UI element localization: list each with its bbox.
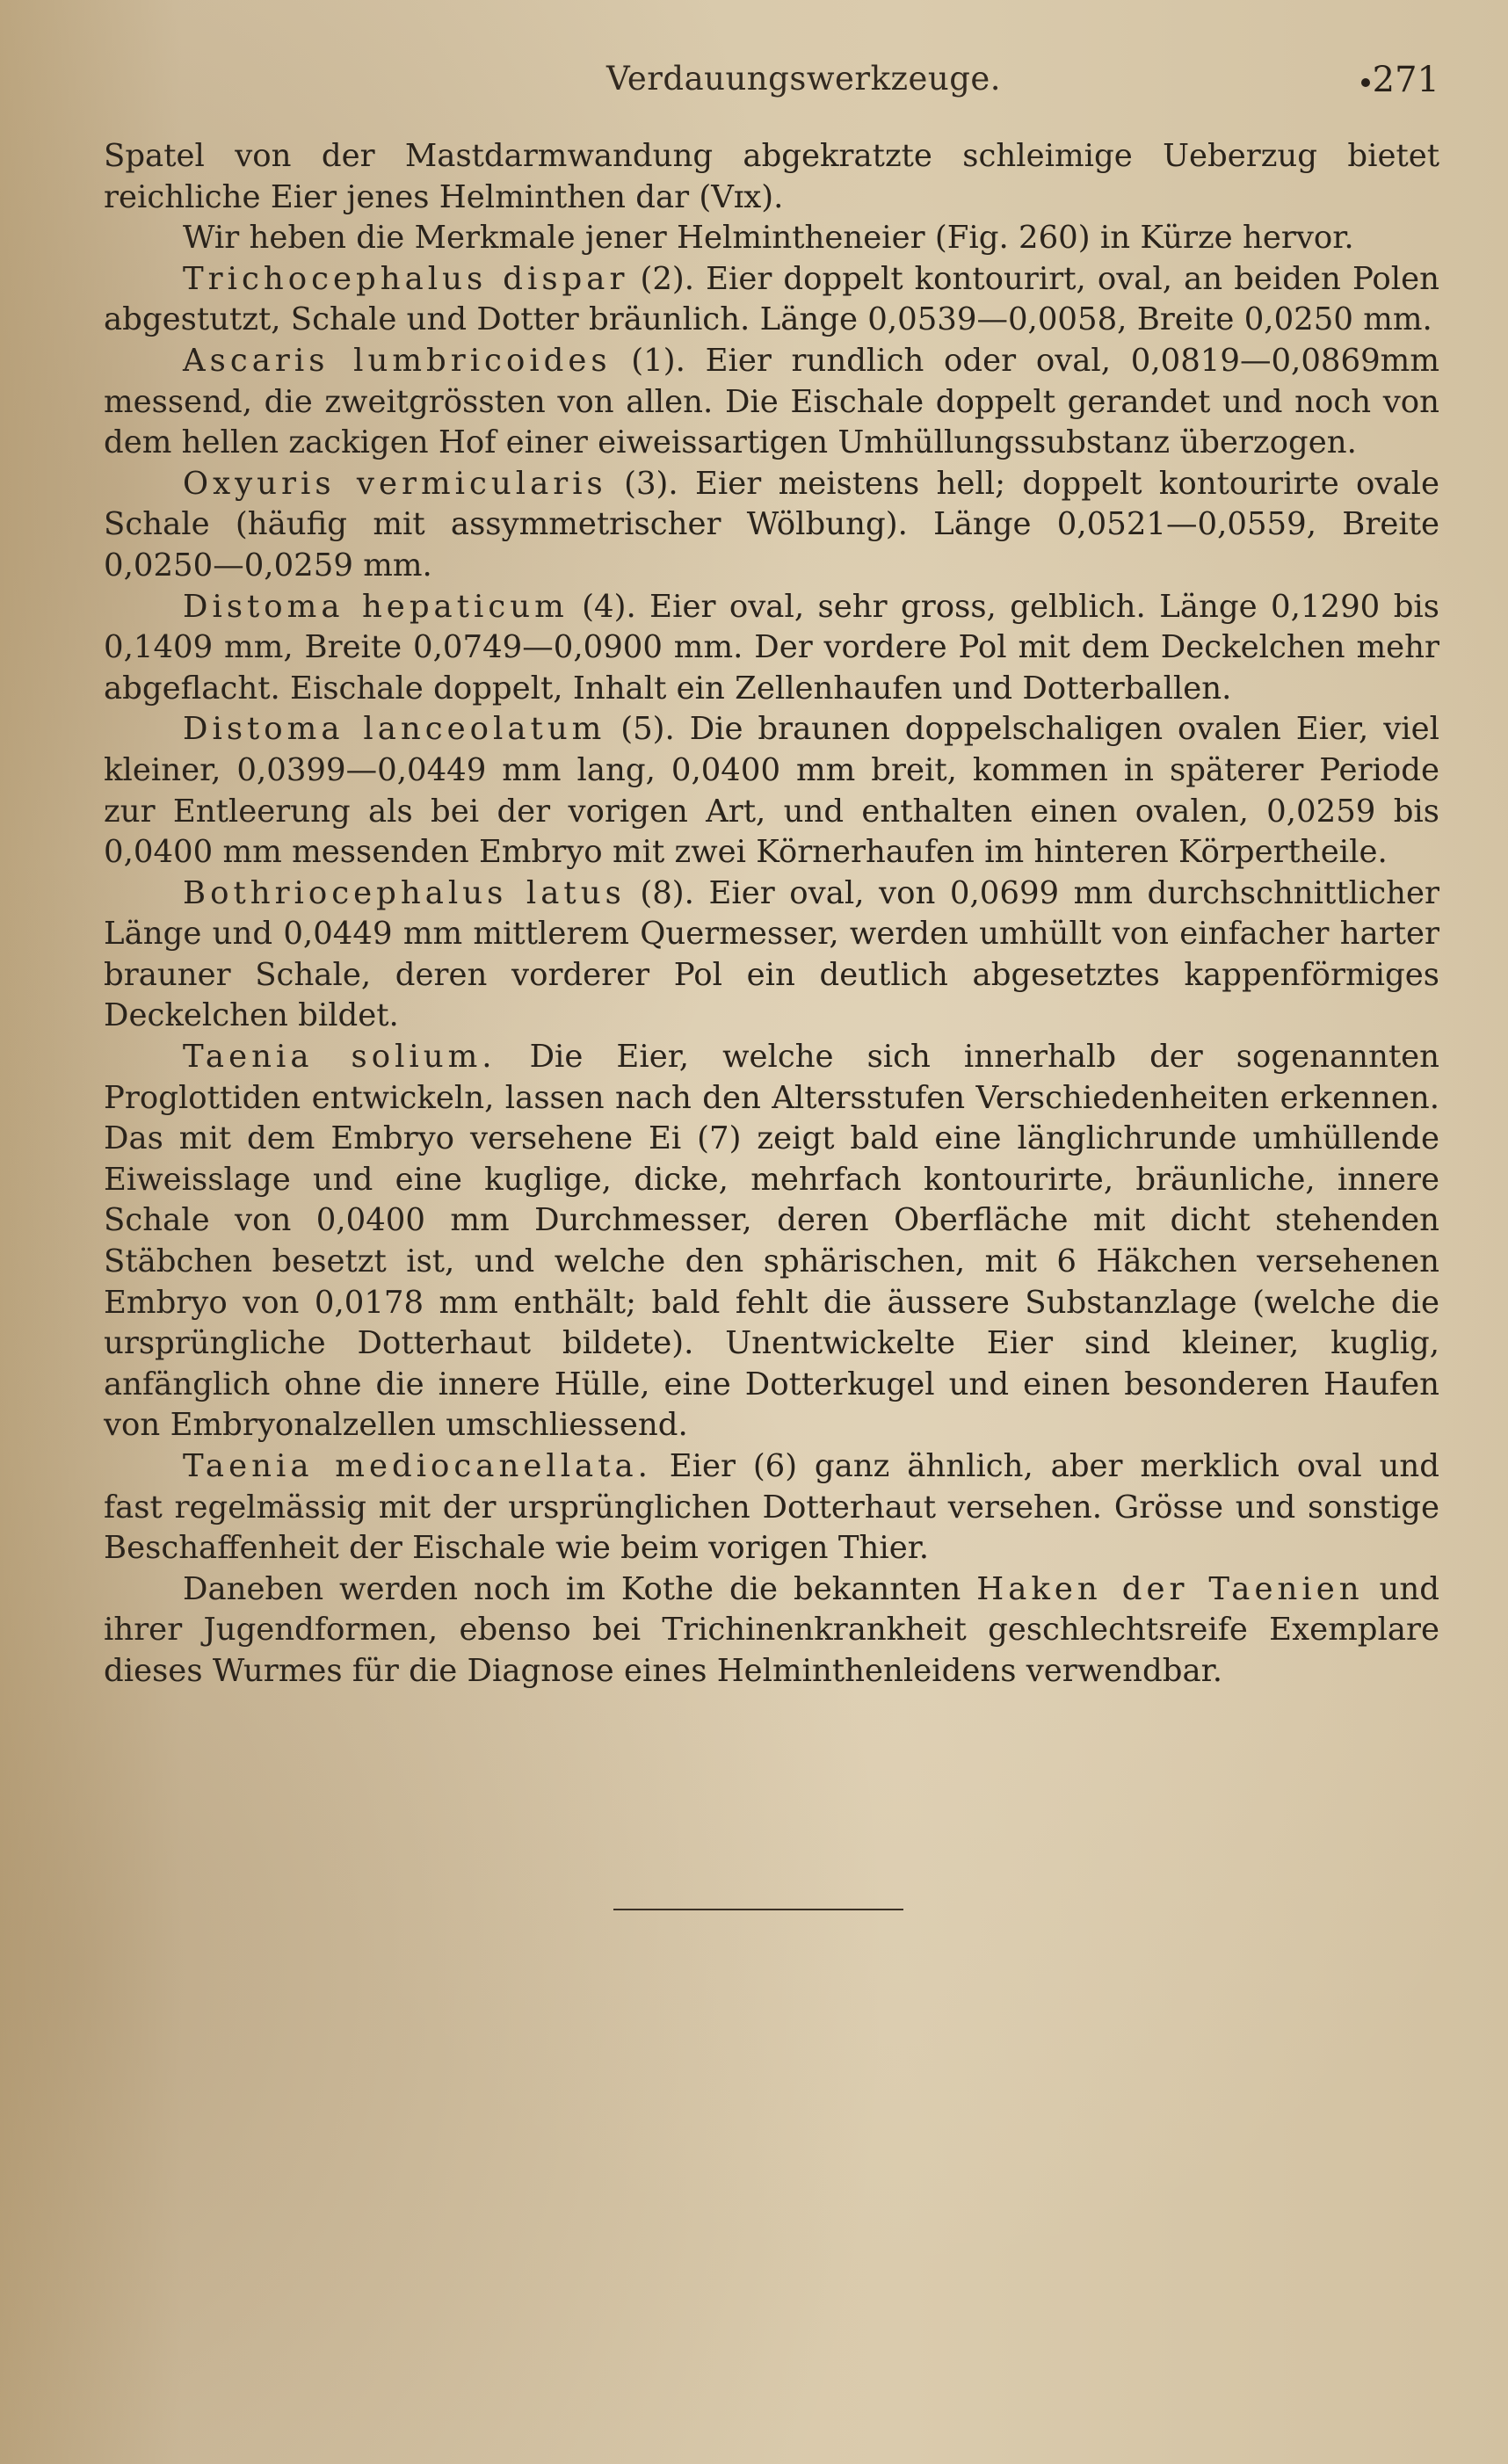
species-name: Ascaris lumbricoides [183,342,612,379]
species-name: Bothriocephalus latus [183,874,626,911]
body-text [104,136,1439,1692]
paragraph [104,709,1439,873]
species-name: Oxyuris vermicularis [183,465,607,502]
paragraph [104,587,1439,710]
paragraph [104,136,1439,218]
species-name: Taenia solium. [183,1039,497,1076]
species-name: Taenia mediocanellata. [183,1448,652,1484]
running-title: Verdauungswerkzeuge. [606,60,1002,98]
paragraph [104,341,1439,464]
paragraph-text: (1). Eier rundlich oder oval, 0,0819—0,0869mm messend, die zweitgrössten von allen. Die Eischale doppelt gerandet und noch von dem hellen zackigen Hof einer eiweissartigen Umhüllungssubstanz überzogen. [104,342,1439,461]
species-name: Distoma hepaticum [183,588,569,625]
paragraph-text: (5). Die braunen doppelschaligen ovalen Eier, viel kleiner, 0,0399—0,0449 mm lang, 0,0400 mm breit, kommen in späterer Periode zur Entleerung als bei der vorigen Art, und enthalten einen ovalen, 0,0259 bis 0,0400 mm messenden Embryo mit zwei Körnerhaufen im hinteren Körpertheile. [104,711,1439,871]
paragraph-text: (3). Eier meistens hell; doppelt kontourirte ovale Schale (häufig mit assymmetrischer Wölbung). Länge 0,0521—0,0559, Breite 0,0250—0,0259 mm. [104,465,1439,583]
section-end-rule [613,1909,903,1910]
paragraph [104,1446,1439,1569]
paragraph [104,873,1439,1037]
paragraph [104,259,1439,341]
paragraph [104,1569,1439,1692]
emphasis-text: Haken der Taenien [976,1570,1364,1607]
paragraph [104,464,1439,587]
species-name: Distoma lanceolatum [183,711,606,748]
paragraph-text: (8). Eier oval, von 0,0699 mm durchschnittlicher Länge und 0,0449 mm mittlerem Quermesser, werden umhüllt von einfacher harter brauner Schale, deren vorderer Pol ein deutlich abgesetztes kappenförmiges Deckelchen bildet. [104,874,1439,1034]
paragraph-text: (2). Eier doppelt kontourirt, oval, an beiden Polen abgestutzt, Schale und Dotter bräunlich. Länge 0,0539—0,0058, Breite 0,0250 mm. [104,260,1439,338]
paragraph-text: Wir heben die Merkmale jener Helmintheneier (Fig. 260) in Kürze hervor. [183,220,1354,257]
paragraph-text: Eier (6) ganz ähnlich, aber merklich oval und fast regelmässig mit der ursprünglichen Dotterhaut versehen. Grösse und sonstige Beschaffenheit der Eischale wie beim vorigen Thier. [104,1448,1439,1567]
species-name: Trichocephalus dispar [183,260,629,297]
paragraph-text: Die Eier, welche sich innerhalb der sogenannten Proglottiden entwickeln, lassen nach den Altersstufen Verschiedenheiten erkennen. Das mit dem Embryo versehene Ei (7) zeigt bald eine länglichrunde umhüllende Eiweisslage und eine kuglige, dicke, mehrfach kontourirte, bräunliche, innere Schale von 0,0400 mm Durchmesser, deren Oberfläche mit dicht stehenden Stäbchen besetzt ist, und welche den sphärischen, mit 6 Häkchen versehenen Embryo von 0,0178 mm enthält; bald fehlt die äussere Substanzlage (welche die ursprüngliche Dotterhaut bildete). Unentwickelte Eier sind kleiner, kuglig, anfänglich ohne die innere Hülle, eine Dotterkugel und einen besonderen Haufen von Embryonalzellen umschliessend. [104,1039,1439,1444]
paragraph-text: und ihrer Jugendformen, ebenso bei Trichinenkrankheit geschlechtsreife Exemplare dieses Wurmes für die Diagnose eines Helminthenleidens verwendbar. [104,1570,1439,1689]
paragraph-text: Daneben werden noch im Kothe die bekannten [183,1570,977,1607]
paragraph [104,1037,1439,1446]
paragraph [104,218,1439,259]
page-number: 271 [1361,60,1439,100]
paragraph-text: (4). Eier oval, sehr gross, gelblich. Länge 0,1290 bis 0,1409 mm, Breite 0,0749—0,0900 mm. Der vordere Pol mit dem Deckelchen mehr abgeflacht. Eischale doppelt, Inhalt ein Zellenhaufen und Dotterballen. [104,588,1439,707]
paragraph-text: Spatel von der Mastdarmwandung abgekratzte schleimige Ueberzug bietet reichliche Eier jenes Helminthen dar (Vɪx). [104,138,1439,215]
